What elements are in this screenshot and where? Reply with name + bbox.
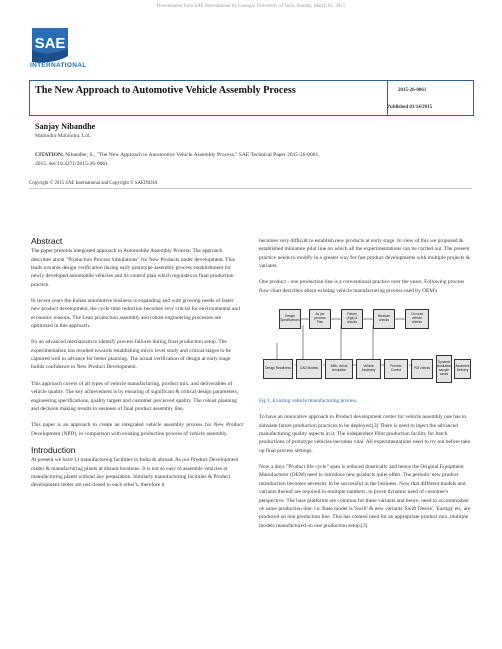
citation-label: CITATION: [35,152,64,158]
flow-box-fixture-checks: Fixture (Jigs) & checks [341,309,363,329]
abstract-paragraph: The paper presents integrated approach to Automobile Assembly Process. The approach describes about "Production Process Simulations" for New Products under development. This leads towards design verification during early prototype assembly process establishment for newly developed automobile vehicles and its control plan which regulates to final production practice. [31,248,235,288]
sae-logo-letters: SAE [34,35,66,52]
abstract-paragraph: This paper is an approach to create an integrated vehicle assembly process for New Product Development (NPD), in comparison with existing production process of vehicle assembly. [31,422,243,437]
flow-box-bmil-simulation: BMIL virtual simulation [325,359,353,379]
download-watermark: Downloaded from SAE International by Guangxi University of Tech, Sunday, March 01, 2015 [156,4,346,9]
flow-box-process-plan: As per process Plan [309,309,331,329]
introduction-heading: Introduction [31,444,76,455]
abstract-paragraph: It's an advanced mechanism to identify process failures during final production setup. The experimentation has resulted towards establishing micro level study and critical stages to be captured well in advance for better planning. The actual verification of design at early stage builds confidence in New Product Development. [31,339,231,371]
flow-box-measure-checks: Measure checks [373,309,395,329]
sae-logo-text: INTERNATIONAL [30,62,87,69]
paper-id: 2015-26-0061 [398,88,427,93]
flow-box-design-readiness: Design Readiness [263,359,293,379]
introduction-paragraph: At present we have 11 manufacturing facilities in India & abroad. As our Product Development center & manufacturing plants at distant locations. It is not so easy to assemble vehicles at manufacturing plants without any preparation. Similarly manufacturing facilities & Product development center are not closed to each other's, therefore it [31,457,239,489]
citation [35,151,465,169]
left-column [31,237,243,498]
body-paragraph: Now a days "Product life cycle" span is reduced drastically and hence the Original Equipment Manufacturer (OEM) need to introduce new products quite often. The periodic new product introduction becomes necessity to be successful in the business. Now that different models and variants thereof are required in multiple numbers, to prove dynamic need of customer's perspective. The base platforms are common for these variants and hence, need to accommodate on same production line. i.e. Base model is 'Swift' & new variants 'Swift Desire', 'Eartiga' etc. are produced on one production line. This has created need for an appropriate product mix, multiple models manufactured on one production setup.[3] [259,464,471,529]
abstract-paragraph: This approach covers of all types of vehicle manufacturing, product mix, and deliverables of vehicle quality. The key achievement is by ensuring of significant & critical design parameters, engineering specifications, quality targets and customer perceived quality. The robust planning and decision making results in easiness of final product assembly line. [31,380,239,412]
citation-text-line2: 2015, doi:10.4271/2015-26-0061. [35,161,110,167]
abstract-paragraph: In recent years the Indian automotive business is expanding and with growing needs of faster new product development, the cycle time reduction becomes very crucial for environmental and economic reasons. The Lean production assembly and robust engineering processes are optimized in this approach. [31,298,240,330]
author-name: Sanjay Nibandhe [35,122,96,131]
body-paragraph: becomes very difficult to establish new products at early stage. In view of this we proposed & established miniature pilot line on which all the experimentations can be carried out. The present practice needs to modify in a greater way for fast product developments with multiple projects & variants. [259,238,470,270]
process-flow-figure [259,303,471,395]
flow-box-dynamic-simulation: Dynamic simulation sample cases [436,355,452,383]
figure-caption: Fig 1. Existing vehicle manufacturing process. [259,398,358,405]
body-paragraph: To have an innovative approach in Product development center for vehicle assembly one has to simulate future production practices to be deployed.[3] There is need to inject the advanced manufacturing quality aspects in it. The independent Pilot production facility for batch productions of prototype vehicles becomes vital. All experimentations need to try out before take up final process settings. [259,414,471,454]
flow-box-vehicle-assembly: Vehicle Assembly [356,359,381,379]
flow-box-design-specifications: Design Specifications [279,309,301,329]
flow-box-assemble-delivery: Assemble Delivery [454,359,471,379]
header-divider [29,188,472,189]
body-paragraph: One product - one production line is a conventional practice over the years. Following process flow chart describes about existing vehicle manufacturing process used by OEM's. [259,279,465,294]
citation-text-line1: Nibandhe, S., "The New Approach to Automotive Vehicle Assembly Process," SAE Technical Paper 2015-26-0061, [65,152,320,158]
abstract-heading: Abstract [31,236,63,246]
published-date: Published 01/14/2015 [387,105,433,110]
flow-box-pdi-checks: PDI checks [411,359,433,379]
right-column [259,237,471,538]
copyright-notice: Copyright © 2015 SAE International and Copyright © SAEINDIA [29,181,158,186]
flow-box-cad-models: CAD Models [296,359,322,379]
paper-title: The New Approach to Automotive Vehicle Assembly Process [35,85,296,96]
flow-box-on-road-checks: On road vehicle checks [405,309,429,329]
flow-box-process-control: Process Control [384,359,408,379]
author-affiliation: Mahindra Mahindra, Ltd. [35,133,91,139]
sae-logo [30,26,70,64]
